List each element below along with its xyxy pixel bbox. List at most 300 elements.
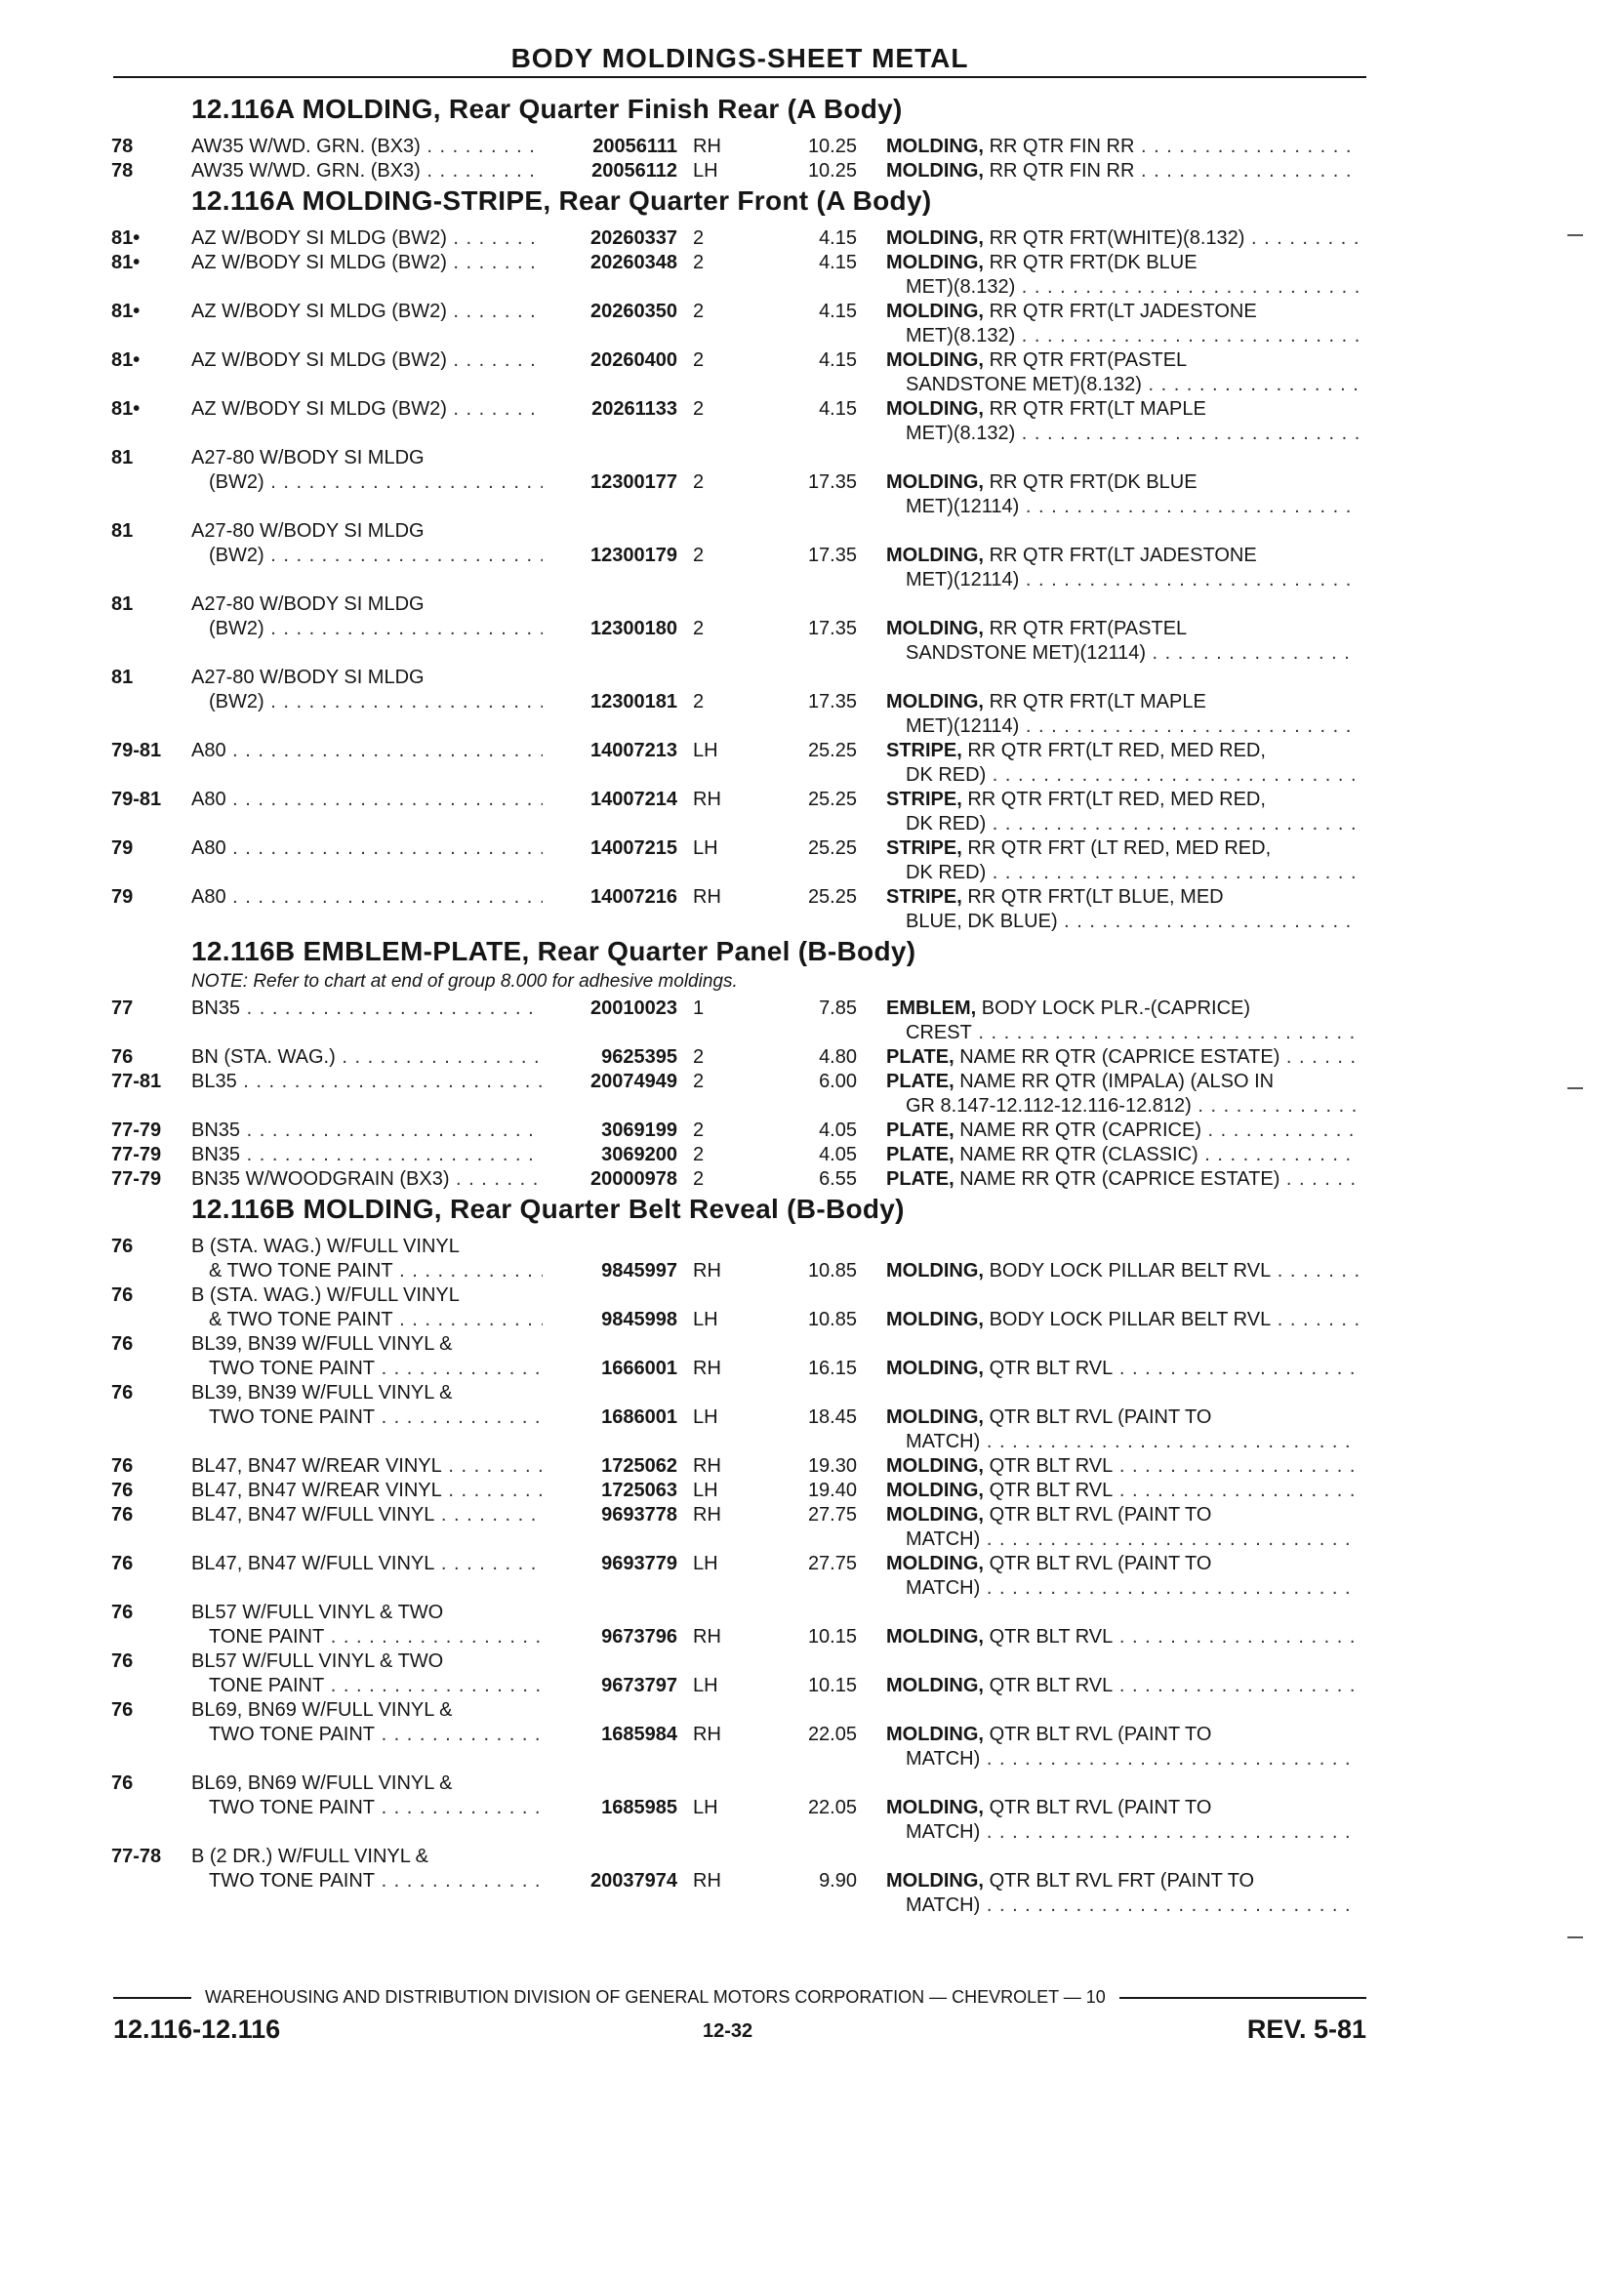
description-keyword: STRIPE, [886,886,962,908]
model-line: BL57 W/FULL VINYL & TWO [191,1650,444,1672]
model-line: TWO TONE PAINT . . . [191,1869,543,1893]
model-line: TWO TONE PAINT . . . [191,1405,543,1430]
description-keyword: MOLDING, [886,398,984,420]
quantity: LH [693,1675,718,1696]
description-line [886,1576,1359,1601]
description-text: BLUE, DK BLUE) [906,911,1058,932]
part-description [886,1454,1359,1479]
description-keyword: MOLDING, [886,1626,984,1648]
model-line: A27-80 W/BODY SI MLDG [191,447,425,468]
model-line: BL35 . . . [191,1070,543,1094]
description-keyword: MOLDING, [886,1309,984,1330]
description-line [886,373,1359,397]
part-description [886,1357,1359,1381]
quantity: 2 [693,1046,705,1068]
description-keyword: MOLDING, [886,1724,984,1745]
model-line: TWO TONE PAINT . . . [191,1357,543,1381]
footer-rule-left [113,1997,191,1999]
price: 25.25 [807,886,857,908]
price: 4.15 [819,252,857,273]
price: 4.15 [819,398,857,420]
model-line: AZ W/BODY SI MLDG (BW2) . . . [191,300,543,324]
description-line [886,159,1359,183]
model-year: 76 [111,1772,134,1794]
part-number: 9693778 [601,1504,677,1526]
model-year: 78 [111,136,134,157]
quantity: LH [693,837,718,859]
model-line: TWO TONE PAINT . . . [191,1796,543,1820]
price: 6.00 [819,1071,857,1092]
description-text: QTR BLT RVL [989,1358,1114,1379]
model-year: 76 [111,1602,134,1623]
price: 27.75 [807,1504,857,1526]
model-line: AZ W/BODY SI MLDG (BW2) . . . [191,348,543,373]
part-description [886,544,1359,592]
quantity: RH [693,1358,721,1379]
price: 22.05 [807,1724,857,1745]
model-line: A80 . . . [191,739,543,763]
description-line [886,1893,1359,1918]
description-keyword: MOLDING, [886,1455,984,1477]
model-line: BL47, BN47 W/REAR VINYL . . . [191,1454,543,1479]
model-line: BN35 . . . [191,1119,543,1143]
part-description [886,739,1359,788]
model-line: AW35 W/WD. GRN. (BX3) . . . [191,159,543,183]
part-number: 12300181 [590,691,677,712]
quantity: 2 [693,301,705,322]
description-line [886,1454,1359,1479]
part-description [886,1552,1359,1601]
part-description [886,1479,1359,1503]
description-keyword: MOLDING, [886,1504,984,1526]
part-number: 9845998 [601,1309,677,1330]
quantity: RH [693,1724,721,1745]
description-keyword: MOLDING, [886,160,984,182]
description-text: CREST [906,1022,972,1043]
description-line [886,1625,1359,1649]
description-line [886,885,1359,910]
description-line [886,1357,1359,1381]
section-note: NOTE: Refer to chart at end of group 8.000 for adhesive moldings. [191,971,738,992]
description-line [886,251,1359,275]
model-line: BN35 . . . [191,1143,543,1167]
footer-rule-right [1119,1997,1366,1999]
quantity: RH [693,1455,721,1477]
description-text: DK RED) [906,764,987,786]
price: 10.25 [807,160,857,182]
quantity: 2 [693,252,705,273]
description-text: MET)(12114) [906,496,1020,517]
description-line [886,997,1359,1021]
description-line [886,1552,1359,1576]
quantity: RH [693,886,721,908]
quantity: LH [693,1797,718,1818]
model-year: 81• [111,398,141,420]
description-keyword: MOLDING, [886,691,984,712]
description-line [886,1143,1359,1167]
part-description [886,397,1359,446]
description-line [886,617,1359,641]
description-keyword: MOLDING, [886,1260,984,1282]
description-line [886,544,1359,568]
quantity: 2 [693,1120,705,1141]
description-text: MET)(8.132) [906,423,1016,444]
part-description [886,1167,1359,1192]
part-description [886,885,1359,934]
price: 4.15 [819,301,857,322]
margin-mark [1567,1087,1583,1089]
description-keyword: MOLDING, [886,1553,984,1574]
part-description [886,1259,1359,1283]
model-line: A80 . . . [191,788,543,812]
model-line: (BW2) . . . [191,544,543,568]
part-number: 20260350 [590,301,677,322]
quantity: 2 [693,691,705,712]
part-description [886,1723,1359,1771]
part-description [886,617,1359,666]
price: 4.05 [819,1144,857,1165]
model-line: BL47, BN47 W/FULL VINYL . . . [191,1503,543,1527]
part-description [886,1119,1359,1143]
part-number: 14007214 [590,789,677,810]
model-year: 76 [111,1382,134,1404]
model-line: A80 . . . [191,885,543,910]
description-line [886,568,1359,592]
part-number: 20056112 [591,160,677,182]
model-line: & TWO TONE PAINT . . . [191,1259,543,1283]
description-text: BODY LOCK PILLAR BELT RVL [989,1260,1272,1282]
description-line [886,495,1359,519]
description-text: QTR BLT RVL (PAINT TO [989,1724,1212,1745]
part-number: 14007213 [590,740,677,761]
description-text: QTR BLT RVL (PAINT TO [989,1553,1212,1574]
description-line [886,226,1359,251]
description-line [886,1820,1359,1845]
quantity: RH [693,1870,721,1892]
quantity: 2 [693,1071,705,1092]
part-number: 1685984 [601,1724,677,1745]
description-line [886,1503,1359,1527]
description-text: RR QTR FRT(LT RED, MED RED, [967,740,1266,761]
part-number: 20056111 [592,136,677,157]
quantity: 2 [693,1168,705,1190]
price: 10.85 [807,1260,857,1282]
description-text: NAME RR QTR (IMPALA) (ALSO IN [959,1071,1275,1092]
footer-revision: REV. 5-81 [1246,2015,1366,2044]
description-text: NAME RR QTR (CAPRICE ESTATE) [959,1046,1280,1068]
description-line [886,910,1359,934]
part-description [886,1143,1359,1167]
description-keyword: STRIPE, [886,740,962,761]
description-keyword: MOLDING, [886,1480,984,1501]
part-description [886,1796,1359,1845]
part-number: 9693779 [601,1553,677,1574]
description-text: RR QTR FIN RR [989,136,1135,157]
model-year: 81 [111,520,134,542]
description-line [886,348,1359,373]
description-text: QTR BLT RVL [989,1480,1114,1501]
model-line: BL57 W/FULL VINYL & TWO [191,1602,444,1623]
description-keyword: MOLDING, [886,1870,984,1892]
model-year: 81• [111,252,141,273]
model-year: 79 [111,837,134,859]
description-line [886,275,1359,300]
part-description [886,226,1359,251]
footer-page-number: 12-32 [703,2020,753,2042]
description-line [886,1747,1359,1771]
part-description [886,251,1359,300]
part-number: 20074949 [590,1071,677,1092]
description-keyword: STRIPE, [886,837,962,859]
model-line: BL69, BN69 W/FULL VINYL & [191,1699,453,1721]
model-year: 81 [111,447,134,468]
model-line: BN35 W/WOODGRAIN (BX3) . . . [191,1167,543,1192]
description-line [886,1405,1359,1430]
description-keyword: MOLDING, [886,1675,984,1696]
model-year: 76 [111,1046,134,1068]
part-number: 20260348 [590,252,677,273]
description-keyword: MOLDING, [886,1797,984,1818]
description-text: QTR BLT RVL [989,1455,1114,1477]
part-number: 3069199 [601,1120,677,1141]
model-year: 77-81 [111,1071,162,1092]
description-text: GR 8.147-12.112-12.116-12.812) [906,1095,1192,1117]
price: 10.15 [807,1675,857,1696]
model-line: AZ W/BODY SI MLDG (BW2) . . . [191,397,543,422]
price: 25.25 [807,789,857,810]
part-description [886,1070,1359,1119]
model-year: 76 [111,1480,134,1501]
part-number: 14007216 [590,886,677,908]
description-keyword: PLATE, [886,1071,954,1092]
description-text: MATCH) [906,1821,981,1843]
model-year: 76 [111,1236,134,1257]
model-line: B (2 DR.) W/FULL VINYL & [191,1846,429,1867]
description-line [886,763,1359,788]
description-text: RR QTR FRT(PASTEL [989,618,1188,639]
description-keyword: PLATE, [886,1144,954,1165]
description-text: QTR BLT RVL (PAINT TO [989,1797,1212,1818]
quantity: 2 [693,227,705,249]
description-line [886,1479,1359,1503]
price: 7.85 [819,998,857,1019]
section-title: 12.116B EMBLEM-PLATE, Rear Quarter Panel (B-Body) [191,936,916,966]
description-line [886,1308,1359,1332]
model-year: 77-79 [111,1168,162,1190]
description-line [886,812,1359,836]
description-text: QTR BLT RVL (PAINT TO [989,1406,1212,1428]
part-description [886,690,1359,739]
footer-division-line [113,1987,1366,2008]
description-keyword: MOLDING, [886,227,984,249]
model-year: 76 [111,1284,134,1306]
price: 10.25 [807,136,857,157]
description-line [886,1430,1359,1454]
description-text: MET)(12114) [906,569,1020,590]
part-number: 1725062 [601,1455,677,1477]
model-year: 81 [111,667,134,688]
description-text: RR QTR FRT(LT RED, MED RED, [967,789,1266,810]
description-keyword: MOLDING, [886,1358,984,1379]
part-description [886,470,1359,519]
model-line: AW35 W/WD. GRN. (BX3) . . . [191,135,543,159]
section-title: 12.116A MOLDING-STRIPE, Rear Quarter Front (A Body) [191,185,932,216]
part-number: 1725063 [601,1480,677,1501]
model-line: AZ W/BODY SI MLDG (BW2) . . . [191,251,543,275]
model-year: 76 [111,1504,134,1526]
part-number: 20000978 [590,1168,677,1190]
description-text: QTR BLT RVL (PAINT TO [989,1504,1212,1526]
description-line [886,861,1359,885]
price: 19.40 [807,1480,857,1501]
description-text: NAME RR QTR (CAPRICE ESTATE) [959,1168,1280,1190]
part-number: 12300180 [590,618,677,639]
price: 18.45 [807,1406,857,1428]
model-line: (BW2) . . . [191,470,543,495]
description-text: RR QTR FRT(DK BLUE [989,471,1198,493]
quantity: LH [693,740,718,761]
description-text: MET)(12114) [906,715,1020,737]
price: 10.15 [807,1626,857,1648]
price: 4.80 [819,1046,857,1068]
description-keyword: MOLDING, [886,545,984,566]
description-keyword: MOLDING, [886,252,984,273]
quantity: RH [693,1260,721,1282]
description-line [886,1259,1359,1283]
description-text: SANDSTONE MET)(8.132) [906,374,1142,395]
description-line [886,470,1359,495]
model-line: BL47, BN47 W/FULL VINYL . . . [191,1552,543,1576]
quantity: 1 [693,998,705,1019]
margin-mark [1567,234,1583,236]
quantity: RH [693,1504,721,1526]
price: 16.15 [807,1358,857,1379]
description-text: NAME RR QTR (CLASSIC) [959,1144,1198,1165]
description-text: QTR BLT RVL [989,1626,1114,1648]
part-number: 20260337 [590,227,677,249]
part-number: 20260400 [590,349,677,371]
description-text: RR QTR FRT(PASTEL [989,349,1188,371]
part-number: 1685985 [601,1797,677,1818]
part-description [886,300,1359,348]
part-description [886,1045,1359,1070]
section-title: 12.116A MOLDING, Rear Quarter Finish Rear (A Body) [191,94,903,124]
part-number: 9625395 [601,1046,677,1068]
model-line: BL39, BN39 W/FULL VINYL & [191,1333,453,1355]
description-line [886,788,1359,812]
description-keyword: PLATE, [886,1046,954,1068]
description-text: MATCH) [906,1577,981,1599]
model-year: 81• [111,349,141,371]
model-line: A27-80 W/BODY SI MLDG [191,667,425,688]
price: 22.05 [807,1797,857,1818]
header-rule [113,76,1366,78]
model-line: A27-80 W/BODY SI MLDG [191,520,425,542]
description-line [886,739,1359,763]
model-line: & TWO TONE PAINT . . . [191,1308,543,1332]
model-line: (BW2) . . . [191,690,543,714]
price: 17.35 [807,691,857,712]
description-line [886,1119,1359,1143]
description-text: SANDSTONE MET)(12114) [906,642,1146,664]
part-description [886,997,1359,1045]
model-line: B (STA. WAG.) W/FULL VINYL [191,1284,460,1306]
description-line [886,690,1359,714]
part-number: 12300179 [590,545,677,566]
price: 4.15 [819,227,857,249]
quantity: 2 [693,471,705,493]
margin-mark [1567,1936,1583,1938]
part-description [886,1869,1359,1918]
description-text: DK RED) [906,862,987,883]
description-line [886,1045,1359,1070]
price: 6.55 [819,1168,857,1190]
quantity: LH [693,160,718,182]
description-text: RR QTR FIN RR [989,160,1135,182]
page-title: BODY MOLDINGS-SHEET METAL [510,43,969,73]
price: 17.35 [807,545,857,566]
quantity: LH [693,1553,718,1574]
part-description [886,836,1359,885]
model-year: 78 [111,160,134,182]
quantity: 2 [693,545,705,566]
part-description [886,1405,1359,1454]
description-keyword: EMBLEM, [886,998,977,1019]
description-line [886,1021,1359,1045]
description-keyword: MOLDING, [886,471,984,493]
part-description [886,1503,1359,1552]
description-text: MATCH) [906,1431,981,1452]
price: 10.85 [807,1309,857,1330]
part-number: 9673796 [601,1626,677,1648]
price: 25.25 [807,837,857,859]
model-year: 76 [111,1333,134,1355]
model-line: BL39, BN39 W/FULL VINYL & [191,1382,453,1404]
price: 4.15 [819,349,857,371]
model-line: A80 . . . [191,836,543,861]
description-text: MATCH) [906,1528,981,1550]
description-line [886,714,1359,739]
model-year: 81• [111,227,141,249]
model-year: 76 [111,1650,134,1672]
description-line [886,135,1359,159]
model-line: TONE PAINT . . . [191,1625,543,1649]
quantity: LH [693,1480,718,1501]
description-text: NAME RR QTR (CAPRICE) [959,1120,1201,1141]
model-year: 79-81 [111,789,162,810]
part-number: 9845997 [601,1260,677,1282]
footer-division: WAREHOUSING AND DISTRIBUTION DIVISION OF GENERAL MOTORS CORPORATION — CHEVROLET — 10 [205,1987,1106,2007]
model-line: (BW2) . . . [191,617,543,641]
description-line [886,1674,1359,1698]
quantity: 2 [693,618,705,639]
part-description [886,348,1359,397]
model-line: B (STA. WAG.) W/FULL VINYL [191,1236,460,1257]
model-year: 76 [111,1455,134,1477]
quantity: LH [693,1309,718,1330]
footer-group-range: 12.116-12.116 [113,2015,281,2044]
description-line [886,641,1359,666]
description-keyword: MOLDING, [886,1406,984,1428]
quantity: RH [693,136,721,157]
part-number: 1666001 [601,1358,677,1379]
quantity: RH [693,1626,721,1648]
description-line [886,836,1359,861]
model-line: AZ W/BODY SI MLDG (BW2) . . . [191,226,543,251]
part-description [886,1308,1359,1332]
model-year: 76 [111,1553,134,1574]
price: 9.90 [819,1870,857,1892]
